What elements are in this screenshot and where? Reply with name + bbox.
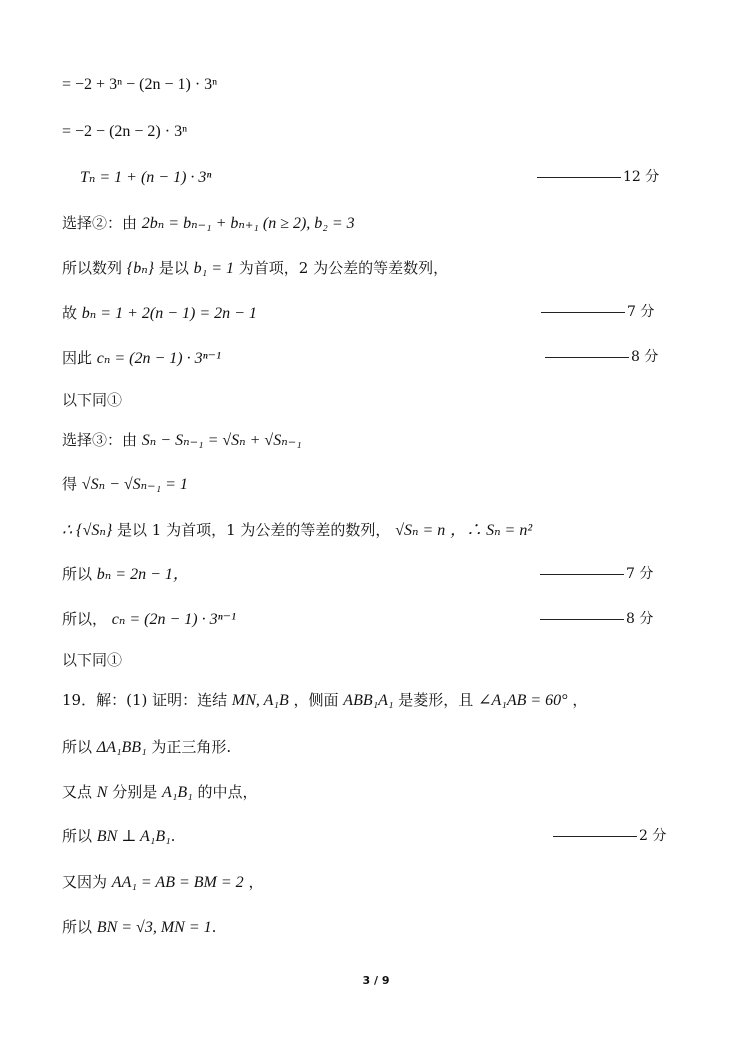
line-text: ，: [248, 873, 264, 891]
choice-2-line: [62, 213, 355, 234]
sqrt-sequence-line: [62, 520, 532, 541]
line-text: 是菱形，且: [398, 691, 474, 709]
line-text: 所以: [62, 827, 93, 845]
score-mark-7b: [540, 564, 653, 584]
equation-text: 2bₙ = bₙ₋₁ + bₙ₊₁ (n ≥ 2), b₂ = 3: [141, 215, 355, 232]
equation-text: ，∴ Sₙ = n²: [450, 522, 533, 539]
equation-text: cₙ = (2n − 1) · 3ⁿ⁻¹: [96, 350, 221, 367]
score-dash: [541, 312, 625, 313]
line-text: 选择③：由: [62, 431, 138, 449]
same-as-1-line: [62, 390, 122, 410]
equation-text: ∠A₁AB = 60°: [478, 692, 568, 709]
line-text: 所以: [62, 565, 93, 583]
equation-text: N: [96, 784, 108, 801]
equation-text: AA₁ = AB = BM = 2: [111, 874, 244, 891]
line-text: 为正三角形.: [151, 738, 232, 756]
line-text: 的中点，: [197, 783, 258, 801]
equation-text: {bₙ}: [126, 260, 155, 277]
line-text: 19．解：(1) 证明：连结: [62, 691, 228, 709]
line-text: 又点: [62, 783, 93, 801]
triangle-line: [62, 737, 231, 758]
equation-text: ABB₁A₁: [343, 692, 394, 709]
score-dash: [540, 574, 624, 575]
score-dash: [553, 836, 637, 837]
equation-line-2: [62, 121, 187, 142]
equation-text: bₙ = 1 + 2(n − 1) = 2n − 1: [81, 305, 257, 322]
score-mark-2: [553, 826, 666, 846]
score-mark-8b: [540, 609, 653, 629]
score-dash: [540, 619, 624, 620]
score-text: 8 分: [626, 611, 654, 627]
score-mark-12: [537, 167, 659, 187]
perpendicular-line: [62, 826, 175, 847]
cn-result-line: [62, 609, 236, 630]
bn-mn-line: [62, 917, 216, 938]
page-number: 3 / 9: [362, 974, 390, 987]
equation-text: cₙ = (2n − 1) · 3ⁿ⁻¹: [111, 611, 236, 628]
equation-text: MN, A₁B: [231, 692, 289, 709]
same-as-1-line-2: [62, 650, 122, 670]
line-text: 以下同①: [62, 651, 123, 669]
equation-text: BN = √3, MN = 1: [96, 919, 212, 936]
score-dash: [537, 177, 621, 178]
equation-text: Tₙ = 1 + (n − 1) · 3ⁿ: [80, 169, 212, 186]
equation-line-3: [80, 167, 211, 188]
equation-text: Sₙ − Sₙ₋₁ = √Sₙ + √Sₙ₋₁: [141, 432, 302, 449]
line-text: 选择②：由: [62, 214, 138, 232]
line-text: ，: [572, 691, 588, 709]
line-text: .: [211, 918, 217, 936]
line-text: 故: [62, 304, 78, 322]
equation-text: ∴ {√Sₙ}: [62, 522, 113, 539]
line-text: 因此: [62, 349, 93, 367]
line-text: 又因为: [62, 873, 108, 891]
equation-text: bₙ = 2n − 1，: [96, 566, 189, 583]
choice-3-line: [62, 430, 302, 451]
line-text: 所以数列: [62, 259, 123, 277]
bn-result-line: [62, 564, 189, 585]
problem-19-line: [62, 690, 587, 711]
score-text: 8 分: [631, 349, 659, 365]
equation-text: BN ⊥ A₁B₁: [96, 828, 171, 845]
sequence-statement-line: [62, 258, 448, 279]
equation-text: √Sₙ − √Sₙ₋₁ = 1: [81, 476, 188, 493]
midpoint-line: [62, 782, 258, 803]
line-text: 是以 1 为首项，1 为公差的等差的数列，: [117, 521, 391, 539]
line-text: 分别是: [112, 783, 158, 801]
line-text: 得: [62, 475, 78, 493]
equation-text: ΔA₁BB₁: [96, 739, 147, 756]
lengths-line: [62, 872, 263, 893]
bn-formula-line: [62, 303, 257, 324]
line-text: 以下同①: [62, 391, 123, 409]
score-text: 2 分: [639, 828, 667, 844]
score-text: 7 分: [627, 304, 655, 320]
equation-text: √Sₙ = n: [395, 522, 446, 539]
line-text: 是以: [158, 259, 189, 277]
equation-text: = −2 + 3ⁿ − (2n − 1) · 3ⁿ: [62, 76, 218, 93]
sqrt-difference-line: [62, 474, 188, 495]
line-text: 所以: [62, 738, 93, 756]
score-mark-8a: [545, 347, 658, 367]
equation-line-1: [62, 74, 217, 95]
line-text: .: [170, 827, 176, 845]
line-text: 所以: [62, 918, 93, 936]
equation-text: A₁B₁: [162, 784, 193, 801]
equation-text: = −2 − (2n − 2) · 3ⁿ: [62, 123, 188, 140]
score-text: 12 分: [623, 169, 660, 185]
equation-text: b₁ = 1: [193, 260, 235, 277]
score-dash: [545, 357, 629, 358]
cn-formula-line: [62, 348, 221, 369]
line-text: 为首项，2 为公差的等差数列，: [238, 259, 449, 277]
score-text: 7 分: [626, 566, 654, 582]
line-text: 所以，: [62, 610, 108, 628]
score-mark-7a: [541, 302, 654, 322]
line-text: ，侧面: [293, 691, 339, 709]
